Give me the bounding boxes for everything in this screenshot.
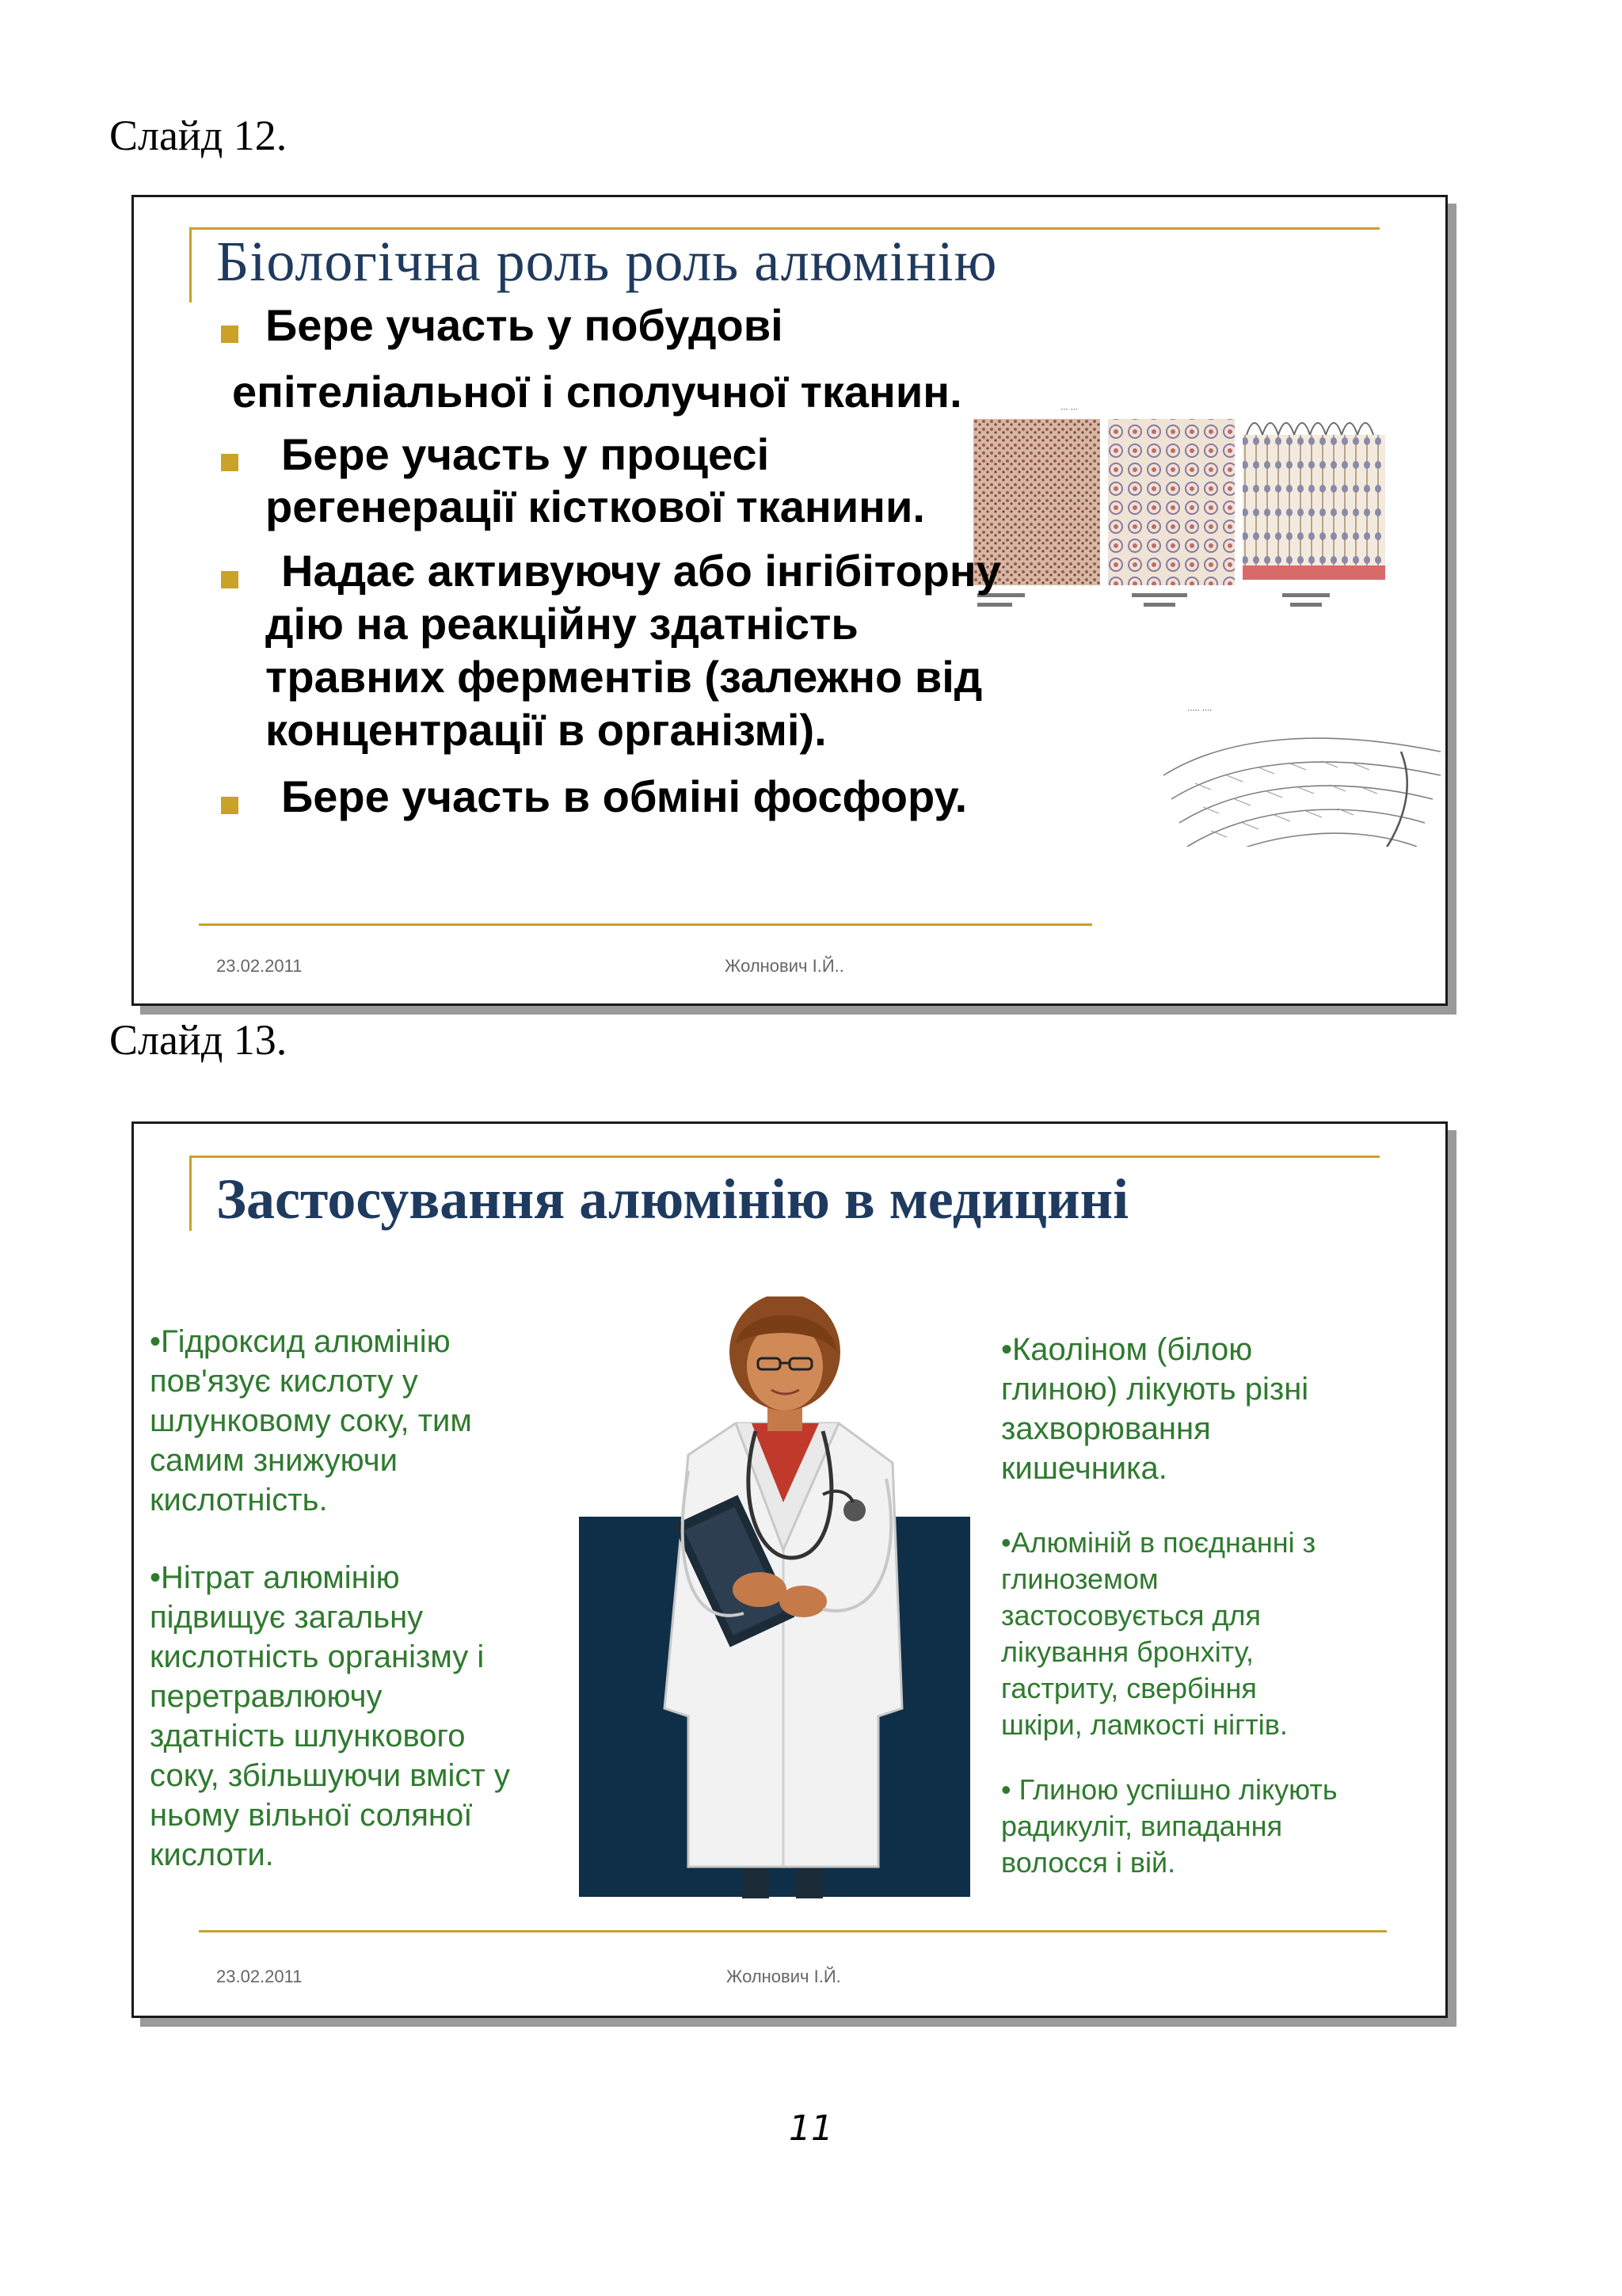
bullet-2-line-2: регенерації кісткової тканини. <box>265 482 925 531</box>
left-text-line: шлунковому соку, тим <box>150 1403 472 1438</box>
left-text-line: пов'язує кислоту у <box>150 1364 418 1399</box>
right-text-line: гастриту, свербіння <box>1001 1672 1257 1704</box>
footer-divider <box>199 1930 1387 1932</box>
left-text-line: кислоти. <box>150 1837 274 1872</box>
left-text-line: •Нітрат алюмінію <box>150 1560 400 1595</box>
left-text-line: підвищує загальну <box>150 1600 424 1635</box>
bullet-3-line-4: концентрації в організмі). <box>265 705 827 755</box>
right-text-line: лікування бронхіту, <box>1001 1635 1254 1668</box>
footer-author: Жолнович І.Й. <box>726 1967 841 1986</box>
right-text-line: волосся і вій. <box>1001 1846 1176 1879</box>
left-text-line: здатність шлункового <box>150 1719 466 1753</box>
right-text-line: шкіри, ламкості нігтів. <box>1001 1708 1288 1741</box>
slide-13 <box>131 1121 1448 2018</box>
left-text-line: ньому вільної соляної <box>150 1798 473 1833</box>
bullet-marker <box>221 797 238 814</box>
page-number: 11 <box>789 2108 833 2149</box>
bullet-marker <box>221 454 238 471</box>
bullet-1-line-2: епітеліальної і сполучної тканин. <box>232 367 962 417</box>
bullet-2-line-1: Бере участь у процесі <box>281 429 770 479</box>
left-text-line: кислотність. <box>150 1483 328 1517</box>
slide-12-caption: Слайд 12. <box>109 112 287 159</box>
bullet-3-line-1: Надає активуючу або інгібіторну <box>281 546 1001 596</box>
right-text-line: •Алюміній в поєднанні з <box>1001 1526 1316 1559</box>
bullet-4-line-1: Бере участь в обміні фосфору. <box>281 771 968 821</box>
bullet-3-line-3: травних ферментів (залежно від <box>265 652 983 702</box>
left-text-line: самим знижуючи <box>150 1443 398 1478</box>
right-text-line: застосовується для <box>1001 1599 1262 1632</box>
left-text-line: соку, збільшуючи вміст у <box>150 1758 510 1793</box>
bullet-marker <box>221 571 238 588</box>
footer-divider <box>199 923 1092 926</box>
svg-text:ᐧᐧᐧ ᐧᐧᐧ: ᐧᐧᐧ ᐧᐧᐧ <box>1060 404 1078 415</box>
left-text-line: кислотність організму і <box>150 1639 485 1674</box>
left-text-line: перетравлюючу <box>150 1679 383 1714</box>
bullet-3-line-2: дію на реакційну здатність <box>265 599 859 649</box>
right-text-line: радикуліт, випадання <box>1001 1810 1283 1842</box>
right-text-line: глиноземом <box>1001 1563 1159 1595</box>
footer-date: 23.02.2011 <box>216 1967 303 1986</box>
footer-date: 23.02.2011 <box>216 956 303 976</box>
footer-author: Жолнович І.Й.. <box>725 956 844 976</box>
right-text-line: глиною) лікують різні <box>1001 1372 1309 1407</box>
right-text-line: •Каоліном (білою <box>1001 1332 1253 1367</box>
bullet-1-line-1: Бере участь у побудові <box>265 300 783 350</box>
slide-title: Застосування алюмінію в медицині <box>216 1167 1129 1231</box>
right-text-line: кишечника. <box>1001 1451 1167 1486</box>
right-text-line: захворювання <box>1001 1411 1211 1446</box>
slide-12 <box>131 195 1448 1006</box>
bullet-marker <box>221 326 238 343</box>
slide-13-caption: Слайд 13. <box>109 1016 287 1064</box>
doctor-illustration <box>641 1296 942 1906</box>
left-text-line: •Гідроксид алюмінію <box>150 1324 451 1359</box>
slide-title: Біологічна роль роль алюмінію <box>216 230 998 293</box>
svg-text:ᐧᐧᐧᐧᐧ ᐧᐧᐧᐧ: ᐧᐧᐧᐧᐧ ᐧᐧᐧᐧ <box>1187 705 1212 716</box>
tissue-illustrations <box>973 403 1448 847</box>
right-text-line: • Глиною успішно лікують <box>1001 1773 1338 1806</box>
